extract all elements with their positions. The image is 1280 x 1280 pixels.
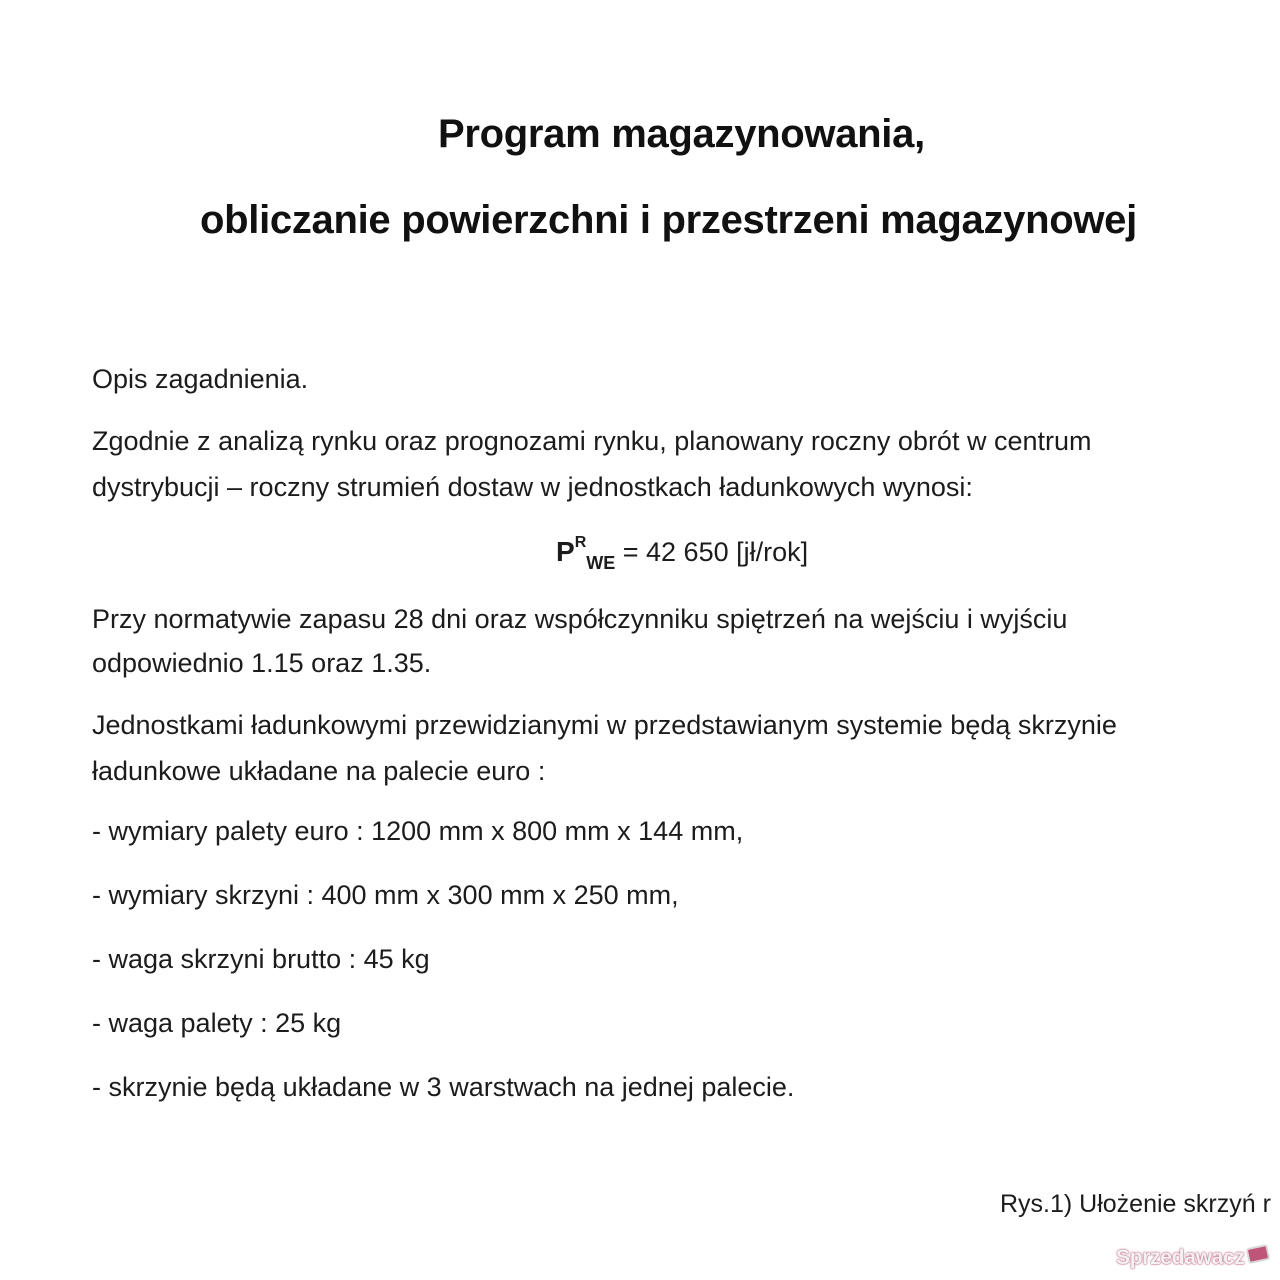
paragraph-2-line-2: odpowiednio 1.15 oraz 1.35. bbox=[92, 648, 432, 678]
section-heading: Opis zagadnienia. bbox=[92, 364, 309, 394]
formula-subscript: WE bbox=[586, 553, 616, 573]
bullet-item: - waga skrzyni brutto : 45 kg bbox=[92, 944, 430, 974]
document-title-line-2: obliczanie powierzchni i przestrzeni magazynowej bbox=[200, 198, 1137, 242]
paragraph-1-line-1: Zgodnie z analizą rynku oraz prognozami rynku, planowany roczny obrót w centrum bbox=[92, 426, 1092, 456]
bullet-item: - wymiary palety euro : 1200 mm x 800 mm x 144 mm, bbox=[92, 816, 744, 846]
formula-superscript: R bbox=[574, 534, 587, 551]
figure-caption: Rys.1) Ułożenie skrzyń r bbox=[1000, 1190, 1271, 1218]
paragraph-3-line-1: Jednostkami ładunkowymi przewidzianymi w przedstawianym systemie będą skrzynie bbox=[92, 710, 1117, 740]
paragraph-1-line-2: dystrybucji – roczny strumień dostaw w jednostkach ładunkowych wynosi: bbox=[92, 472, 973, 502]
bullet-item: - skrzynie będą układane w 3 warstwach na jednej palecie. bbox=[92, 1072, 795, 1102]
paragraph-3-line-2: ładunkowe układane na palecie euro : bbox=[92, 756, 546, 786]
watermark-text: Sprzedawacz bbox=[1116, 1246, 1245, 1269]
formula bbox=[556, 534, 809, 573]
formula-value: = 42 650 [jł/rok] bbox=[615, 537, 809, 567]
bullet-item: - waga palety : 25 kg bbox=[92, 1008, 342, 1038]
bullet-item: - wymiary skrzyni : 400 mm x 300 mm x 250 mm, bbox=[92, 880, 679, 910]
formula-symbol: P bbox=[556, 536, 575, 567]
document-title-line-1: Program magazynowania, bbox=[438, 112, 925, 156]
tag-icon bbox=[1245, 1244, 1270, 1264]
paragraph-2-line-1: Przy normatywie zapasu 28 dni oraz współczynniku spiętrzeń na wejściu i wyjściu bbox=[92, 604, 1068, 634]
watermark-logo bbox=[1116, 1246, 1269, 1270]
